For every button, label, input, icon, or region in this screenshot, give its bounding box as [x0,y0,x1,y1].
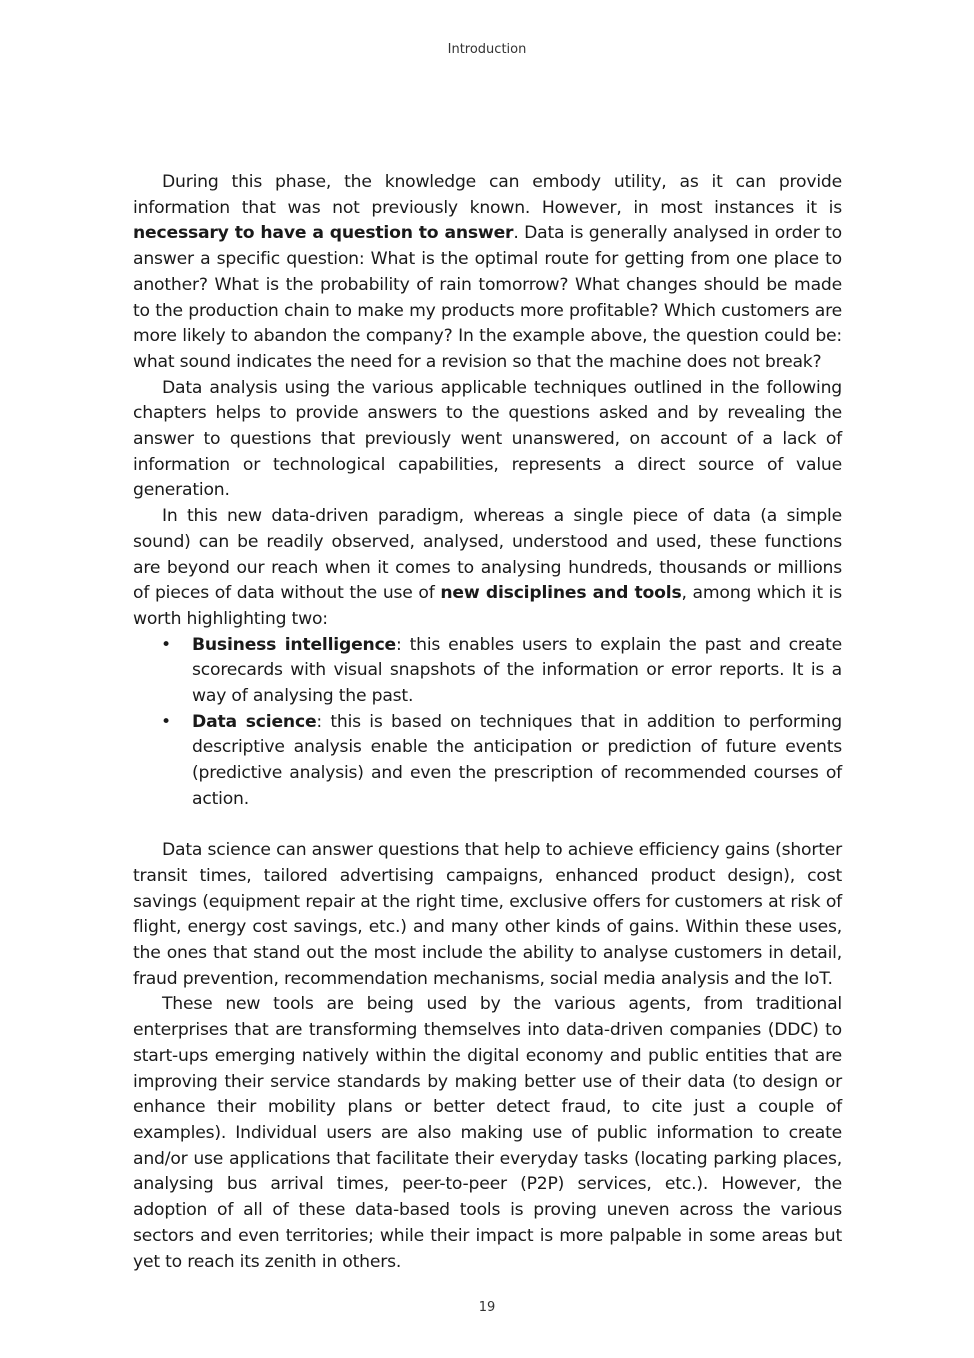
paragraph-1-emphasis: necessary to have a question to answer [133,223,514,244]
paragraph-3 [133,504,842,633]
page-number: 19 [478,1300,496,1315]
paragraph-1-text-c: . Data is generally analysed in order to answer a specific question: What is the optimal route for getting from one place to another? What is the probability of rain tomorrow? What changes should be made to the production chain to make my products more profitable? Which customers are more likely to abandon the company? In the example above, the question could be: what sound indicates the need for a revision so that the machine does not break? [133,223,842,372]
paragraph-1-text-a: During this phase, the knowledge can embody utility, as it can provide information that was not previously known. However, in most instances it is [133,172,842,218]
paragraph-2: Data analysis using the various applicable techniques outlined in the following chapters helps to provide answers to the questions asked and by revealing the answer to questions that previously went unanswered, on account of a lack of information or technological capabilities, represents a direct source of value generation. [133,377,842,501]
bullet-marker: • [161,711,171,732]
bullet-text: : this is based on techniques that in addition to performing descriptive analysis enable the anticipation or prediction of future events (predictive analysis) and even the prescription of recommended courses of action. [192,711,843,809]
paragraph-3-text-c: , among which it is worth highlighting two: [133,583,842,629]
paragraph-3-text-a: In this new data-driven paradigm, whereas a single piece of data (a simple sound) can be readily observed, analysed, understood and used, these functions are beyond our reach when it comes to analysing hundreds, thousands or millions of pieces of data without the use of [133,506,842,604]
paragraph-5: These new tools are being used by the various agents, from traditional enterprises that are transforming themselves into data-driven companies (DDC) to start-ups emerging natively within the digital economy and public entities that are improving their service standards by making better use of their data (to design or enhance their mobility plans or better detect fraud, to cite just a couple of examples). Individual users are also making use of public information to create and/or use applications that facilitate their everyday tasks (locating parking places, analysing bus arrival times, peer-to-peer (P2P) services, etc.). However, the adoption of all of these data-based tools is proving uneven across the various sectors and even territories; while their impact is more palpable in some areas but yet to reach its zenith in others. [133,994,842,1272]
paragraph-1 [133,170,842,376]
bullet-text: : this enables users to explain the past and create scorecards with visual snapshots of the information or error reports. It is a way of analysing the past. [192,634,843,707]
bullet-item-business-intelligence [161,633,843,710]
bullet-list [133,633,842,813]
text-body [133,170,842,1275]
paragraph-3-emphasis: new disciplines and tools [440,583,682,604]
bullet-term: Business intelligence [192,634,397,655]
bullet-term: Data science [192,711,317,732]
bullet-marker: • [161,634,171,655]
paragraph-4: Data science can answer questions that help to achieve efficiency gains (shorter transit times, tailored advertising campaigns, enhanced product design), cost savings (equipment repair at the right time, exclusive offers for customers at risk of flight, energy cost savings, etc.) and many other kinds of gains. Within these uses, the ones that stand out the most include the ability to analyse customers in detail, fraud prevention, recommendation mechanisms, social media analysis and the IoT. [133,840,842,989]
bullet-item-data-science [161,710,843,813]
running-header: Introduction [447,42,527,57]
